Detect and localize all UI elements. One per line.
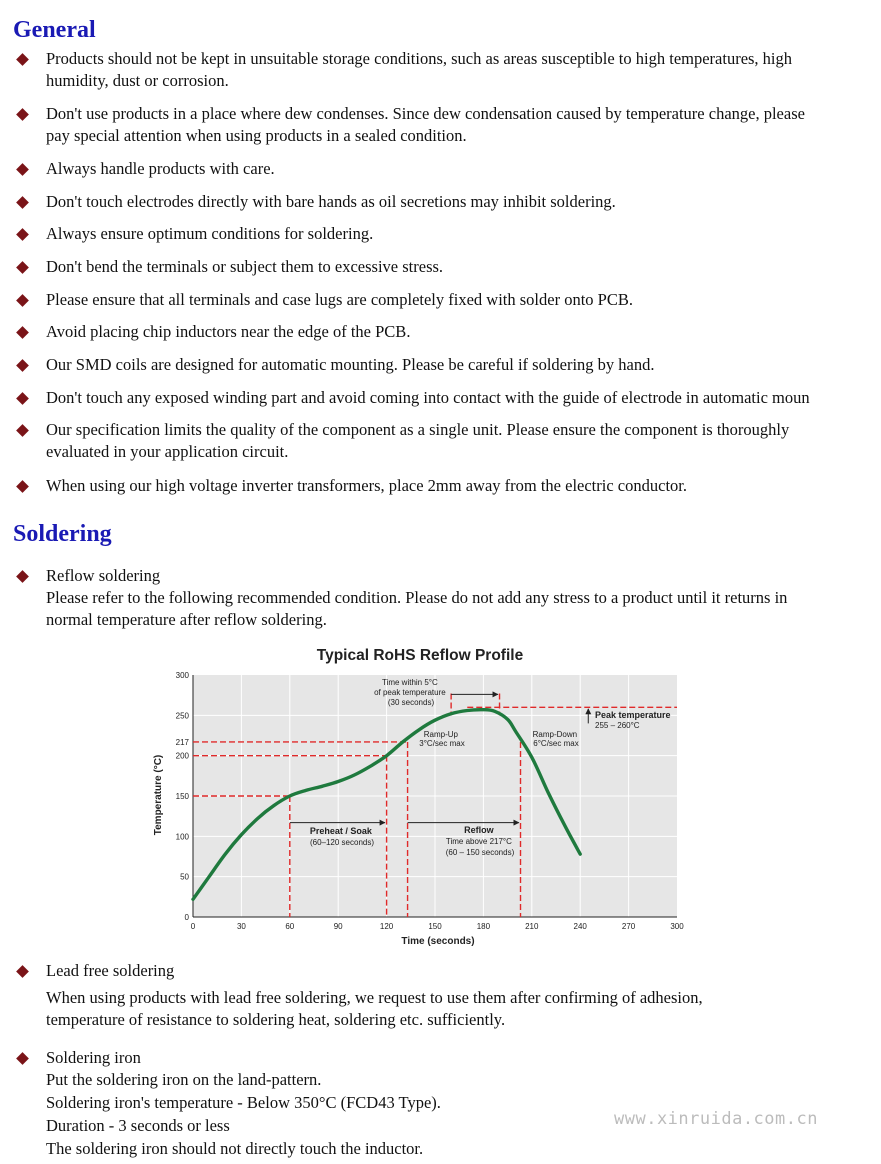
bullet-diamond-icon [16,570,29,583]
general-item-line: Don't use products in a place where dew condenses. Since dew condensation caused by temperature change, please [46,104,805,123]
soldering-iron-line-1: Put the soldering iron on the land-pattern. [46,1070,322,1089]
x-tick-label: 150 [428,922,442,931]
soldering-iron-title: Soldering iron [46,1048,141,1067]
bullet-diamond-icon [16,163,29,176]
y-tick-label: 0 [184,913,189,922]
soldering-iron-line-2: Soldering iron's temperature - Below 350°C (FCD43 Type). [46,1093,441,1112]
annotation-peak-window: Time within 5°C of peak temperature (30 seconds) [374,678,446,707]
x-tick-label: 210 [525,922,539,931]
bullet-diamond-icon [16,261,29,274]
x-tick-label: 30 [236,922,246,931]
soldering-iron-line-3: Duration - 3 seconds or less [46,1116,230,1135]
y-tick-label: 200 [175,751,189,761]
general-item-line: humidity, dust or corrosion. [46,71,229,90]
annotation-ramp-down: Ramp-Down 6°C/sec max [532,730,579,748]
x-tick-label: 240 [573,922,587,931]
y-tick-label: 50 [180,872,189,882]
bullet-diamond-icon [16,108,29,121]
general-item-line: Don't bend the terminals or subject them to excessive stress. [46,257,444,276]
general-item-line: Products should not be kept in unsuitable storage conditions, such as areas susceptible to high temperatures, high [46,49,793,68]
annotation-ramp-up: Ramp-Up 3°C/sec max [419,730,465,748]
bullet-diamond-icon [16,53,29,66]
bullet-diamond-icon [16,965,29,978]
reflow-profile-chart [145,640,695,950]
y-tick-label: 150 [175,792,189,801]
lead-free-title: Lead free soldering [46,961,175,980]
lead-free-line-1: When using products with lead free soldering, we request to use them after confirming of adhesion, [46,988,703,1007]
x-tick-label: 120 [379,922,394,931]
general-item-line: Don't touch electrodes directly with bare hands as oil secretions may inhibit soldering. [46,192,616,211]
bullet-diamond-icon [16,1052,29,1065]
reflow-soldering-title: Reflow soldering [46,566,161,585]
general-item-line: pay special attention when using products in a sealed condition. [46,126,467,145]
x-axis-label: Time (seconds) [401,936,475,947]
bullet-diamond-icon [16,326,29,339]
reflow-line-1: Please refer to the following recommended condition. Please do not add any stress to a product until it returns in [46,588,788,607]
reflow-line-2: normal temperature after reflow soldering. [46,610,327,629]
annotation-preheat: Preheat / Soak (60–120 seconds) [309,826,375,847]
soldering-heading: Soldering [13,521,112,547]
x-tick-label: 90 [333,922,343,931]
lead-free-line-2: temperature of resistance to soldering heat, soldering etc. sufficiently. [46,1010,506,1029]
y-tick-label: 250 [175,711,189,721]
x-tick-label: 270 [621,922,636,931]
general-item-line: Our specification limits the quality of the component as a single unit. Please ensure the component is thoroughly [46,420,790,439]
general-item-line: evaluated in your application circuit. [46,442,289,461]
x-tick-label: 300 [670,922,684,931]
general-item-line: Avoid placing chip inductors near the edge of the PCB. [46,322,411,341]
watermark: www.xinruida.com.cn [614,1109,818,1129]
general-item-line: Always ensure optimum conditions for soldering. [46,224,374,243]
soldering-iron-line-4: The soldering iron should not directly touch the inductor. [46,1139,424,1158]
general-item-line: Always handle products with care. [46,159,275,178]
y-tick-label: 100 [175,832,189,842]
bullet-diamond-icon [16,480,29,493]
bullet-diamond-icon [16,196,29,209]
chart-title: Typical RoHS Reflow Profile [316,647,524,664]
general-item-line: Please ensure that all terminals and case lugs are completely fixed with solder onto PCB. [46,290,633,309]
x-tick-label: 180 [476,922,491,931]
x-tick-label: 60 [285,922,295,931]
x-tick-label: 0 [190,922,196,931]
bullet-diamond-icon [16,228,29,241]
y-axis-label: Temperature (°C) [153,754,164,836]
bullet-diamond-icon [16,294,29,307]
bullet-diamond-icon [16,359,29,372]
y-tick-label: 300 [175,671,189,680]
bullet-diamond-icon [16,424,29,437]
annotation-peak-temperature: Peak temperature 255 – 260°C [595,710,671,730]
general-item-line: Our SMD coils are designed for automatic mounting. Please be careful if soldering by hand. [46,355,655,374]
y-tick-label: 217 [175,737,189,747]
general-item-line: When using our high voltage inverter transformers, place 2mm away from the electric conductor. [46,476,687,495]
annotation-reflow: Reflow Time above 217°C (60 – 150 seconds) [445,825,515,857]
general-heading: General [13,17,96,43]
bullet-diamond-icon [16,392,29,405]
general-item-line: Don't touch any exposed winding part and avoid coming into contact with the guide of electrode in automatic moun [46,388,810,407]
